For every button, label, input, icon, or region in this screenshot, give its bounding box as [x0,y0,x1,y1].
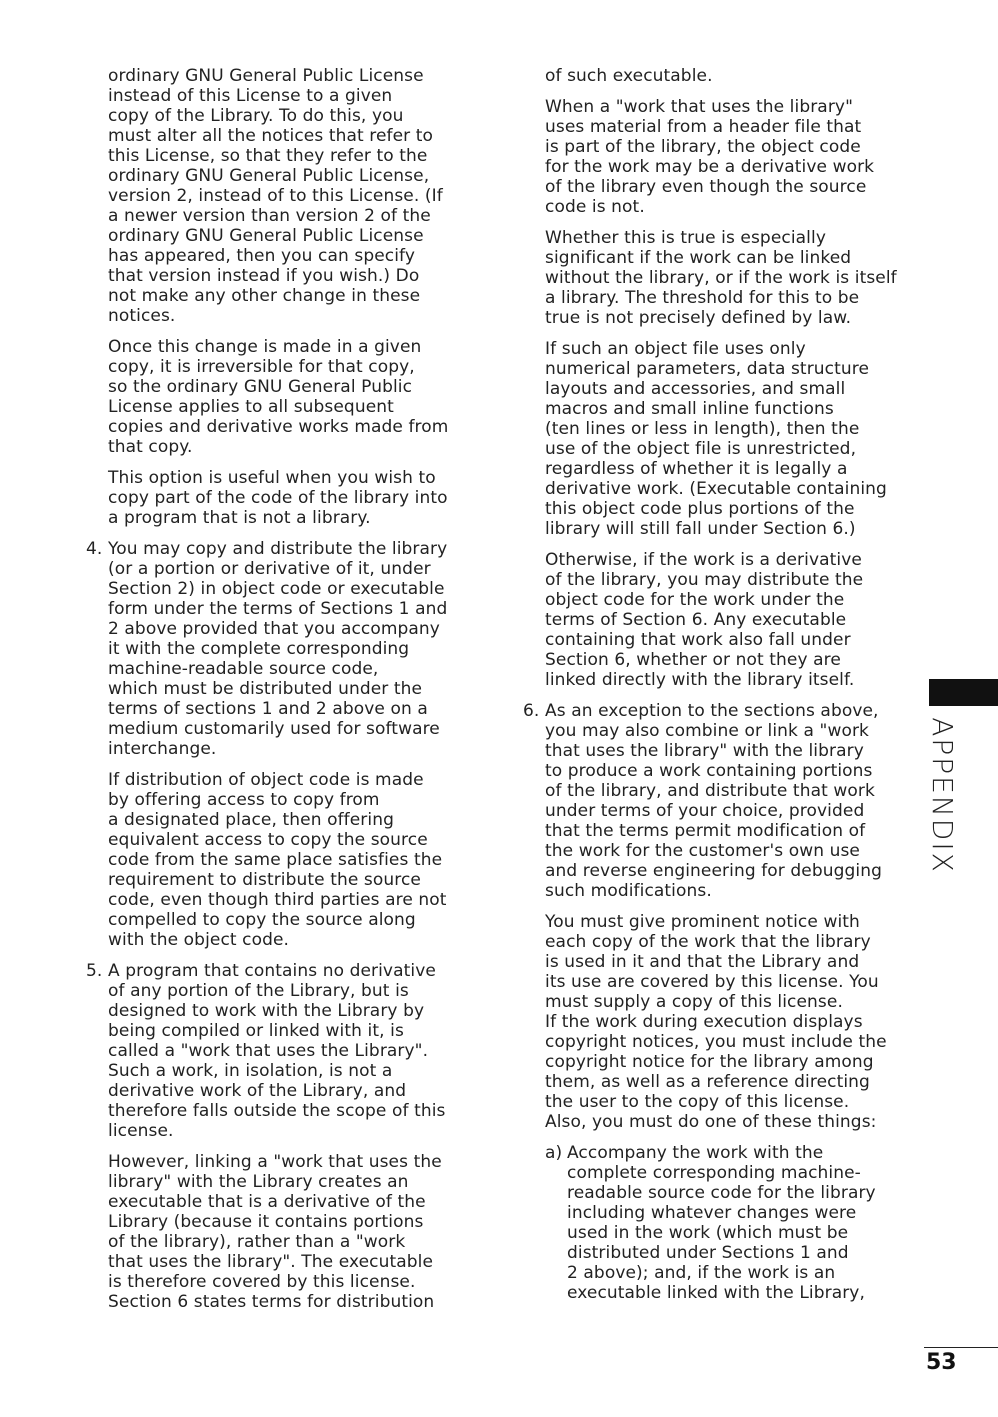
list-item-4 [86,539,503,759]
paragraph: Otherwise, if the work is a derivative of the library, you may distribute the object code for the work under the terms of Section 6. Any executable containing that work also fall under Section 6, whether or not they are linked directly with the library itself. [545,550,864,690]
list-item-text: You may copy and distribute the library (or a portion or derivative of it, under Section 2) in object code or executable form under the terms of Sections 1 and 2 above provided that you accompany it with the complete corresponding machine-readable source code, which must be distributed under the terms of sections 1 and 2 above on a medium customarily used for software interchange. [108,539,448,759]
page-number: 53 [926,1350,957,1375]
sub-list-item-text: Accompany the work with the complete corresponding machine- readable source code for the library including whatever changes were used in the work (which must be distributed under Sections 1 and 2 above); and, if the work is an executable linked with the Library, [567,1143,876,1303]
list-item-6 [523,701,920,901]
paragraph: You must give prominent notice with each copy of the work that the library is used in it and that the Library and its use are covered by this license. You must supply a copy of this license. If the work during execution displays copyright notices, you must include the copyright notice for the library among them, as well as a reference directing the user to the copy of this license. Also, you must do one of these things: [545,912,887,1132]
paragraph: ordinary GNU General Public License instead of this License to a given copy of the Library. To do this, you must alter all the notices that refer to this License, so that they refer to the ordinary GNU General Public License, version 2, instead of to this License. (If a newer version than version 2 of the ordinary GNU General Public License has appeared, then you can specify that version instead if you wish.) Do not make any other change in these notices. [108,66,443,326]
right-column [523,66,920,1314]
section-tab-label-text: APPENDIX [925,716,959,874]
paragraph: This option is useful when you wish to copy part of the code of the library into a program that is not a library. [108,468,448,528]
section-tab-label [922,716,962,874]
left-column [86,66,503,1323]
list-number: 4. [86,539,103,559]
list-item-5 [86,961,503,1141]
list-item-text: As an exception to the sections above, you may also combine or link a "work that uses the library" with the library to produce a work containing portions of the library, and distribute that work under terms of your choice, provided that the terms permit modification of the work for the customer's own use and reverse engineering for debugging such modifications. [545,701,882,901]
paragraph: of such executable. [545,66,713,86]
section-tab-marker [929,679,998,706]
list-item-text: A program that contains no derivative of any portion of the Library, but is designed to work with the Library by being compiled or linked with it, is called a "work that uses the Library". Such a work, in isolation, is not a derivative work of the Library, and therefore falls outside the scope of this license. [108,961,446,1141]
sub-list-letter: a) [545,1143,563,1163]
paragraph: If distribution of object code is made by offering access to copy from a designated place, then offering equivalent access to copy the source code from the same place satisfies the requirement to distribute the source code, even though third parties are not compelled to copy the source along with the object code. [108,770,447,950]
footer-divider [924,1347,998,1348]
list-number: 5. [86,961,103,981]
sub-list-item-a [545,1143,920,1303]
paragraph: However, linking a "work that uses the library" with the Library creates an executable that is a derivative of the Library (because it contains portions of the library), rather than a "work that uses the library". The executable is therefore covered by this license. Section 6 states terms for distribution [108,1152,442,1312]
list-number: 6. [523,701,540,721]
paragraph: Whether this is true is especially significant if the work can be linked without the library, or if the work is itself a library. The threshold for this to be true is not precisely defined by law. [545,228,897,328]
paragraph: If such an object file uses only numerical parameters, data structure layouts and accessories, and small macros and small inline functions (ten lines or less in length), then the use of the object file is unrestricted, regardless of whether it is legally a derivative work. (Executable containing this object code plus portions of the library will still fall under Section 6.) [545,339,887,539]
paragraph: Once this change is made in a given copy, it is irreversible for that copy, so the ordinary GNU General Public License applies to all subsequent copies and derivative works made from that copy. [108,337,449,457]
paragraph: When a "work that uses the library" uses material from a header file that is part of the library, the object code for the work may be a derivative work of the library even though the source code is not. [545,97,875,217]
